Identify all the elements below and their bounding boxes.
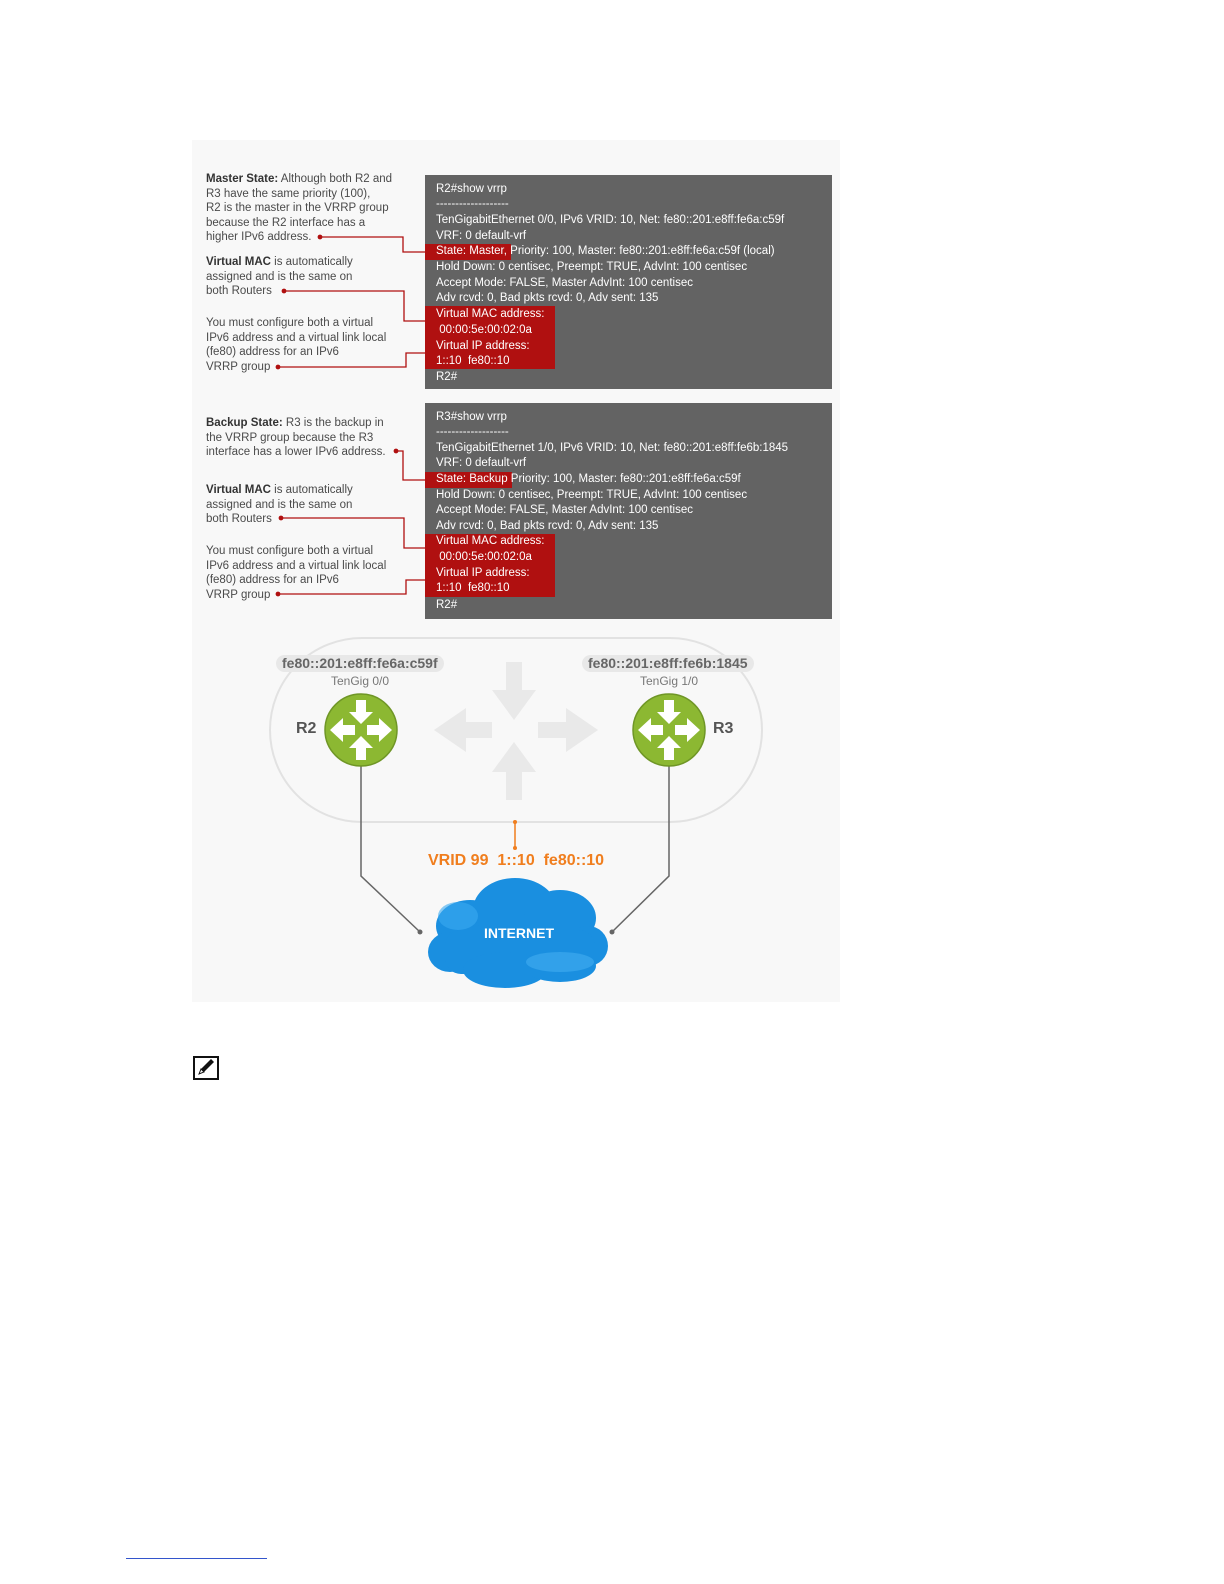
- terminal-r2-hold: Hold Down: 0 centisec, Preempt: TRUE, AdvInt: 100 centisec: [436, 261, 748, 273]
- backup-state-title: Backup State:: [206, 417, 283, 429]
- annotation-vmac-r2: Virtual MAC is automatically assigned and is the same on both Routers: [206, 256, 353, 298]
- terminal-r3-vip-value: 1::10 fe80::10: [436, 582, 510, 594]
- terminal-r2-cmd: R2#show vrrp: [436, 183, 507, 195]
- terminal-r3-adv: Adv rcvd: 0, Bad pkts rcvd: 0, Adv sent: 135: [436, 520, 659, 532]
- terminal-r3-hold: Hold Down: 0 centisec, Preempt: TRUE, AdvInt: 100 centisec: [436, 489, 748, 501]
- annotation-config-r2: You must configure both a virtual IPv6 address and a virtual link local (fe80) address for an IPv6 VRRP group: [206, 317, 387, 373]
- r3-interface: TenGig 1/0: [640, 674, 699, 688]
- terminal-r3-accept: Accept Mode: FALSE, Master AdvInt: 100 centisec: [436, 504, 693, 516]
- terminal-r2: R2#show vrrp ------------------- TenGigabitEthernet 0/0, IPv6 VRID: 10, Net: fe80::201:e8ff:fe6a:c59f VRF: 0 default-vrf State: Master, Priority: 100, Master: fe80::201:e8ff:fe6a:c59f (local) Hold Down: 0 centisec, Preempt: TRUE, AdvInt: 100 centisec Accept Mode: FALSE, Master AdvInt: 100 centisec Adv rcvd: 0, Bad pkts rcvd: 0, Adv sent: 135 Virtual MAC address: 00:00:5e:00:02:0a Virtual IP address: 1::10 fe80::10 R2#: [425, 175, 832, 389]
- vrid-label: VRID 99 1::10 fe80::10: [428, 852, 605, 869]
- terminal-r2-accept: Accept Mode: FALSE, Master AdvInt: 100 centisec: [436, 277, 693, 289]
- router-icon-r2: [325, 694, 397, 766]
- note-pencil-icon: [193, 1056, 219, 1080]
- annotation-master-state: Master State: Although both R2 and R3 have the same priority (100), R2 is the master in the VRRP group because the R2 interface has a higher IPv6 address.: [206, 173, 393, 244]
- r2-interface: TenGig 0/0: [331, 674, 390, 688]
- r3-label: R3: [713, 720, 734, 737]
- terminal-r3-vmac-label: Virtual MAC address:: [436, 535, 545, 547]
- r2-label: R2: [296, 720, 317, 737]
- terminal-r2-vmac-value: 00:00:5e:00:02:0a: [436, 324, 532, 336]
- terminal-r3-iface: TenGigabitEthernet 1/0, IPv6 VRID: 10, Net: fe80::201:e8ff:fe6b:1845: [436, 442, 789, 454]
- terminal-r3-sep: -------------------: [436, 426, 509, 438]
- terminal-r2-vip-label: Virtual IP address:: [436, 340, 530, 352]
- link-r2-internet: [361, 766, 420, 932]
- annotation-vmac-r3: Virtual MAC is automatically assigned and is the same on both Routers: [206, 484, 353, 526]
- footnote-link-line: [126, 1558, 267, 1559]
- virtual-router-icon: [434, 662, 598, 800]
- terminal-r3: R3#show vrrp ------------------- TenGigabitEthernet 1/0, IPv6 VRID: 10, Net: fe80::201:e8ff:fe6b:1845 VRF: 0 default-vrf State: Backup Priority: 100, Master: fe80::201:e8ff:fe6a:c59f Hold Down: 0 centisec, Preempt: TRUE, AdvInt: 100 centisec Accept Mode: FALSE, Master AdvInt: 100 centisec Adv rcvd: 0, Bad pkts rcvd: 0, Adv sent: 135 Virtual MAC address: 00:00:5e:00:02:0a Virtual IP address: 1::10 fe80::10 R2#: [425, 403, 832, 619]
- router-icon-r3: [633, 694, 705, 766]
- r3-address: fe80::201:e8ff:fe6b:1845: [582, 655, 754, 672]
- terminal-r2-vip-value: 1::10 fe80::10: [436, 355, 510, 367]
- terminal-r2-prompt: R2#: [436, 371, 458, 383]
- terminal-r3-vrf: VRF: 0 default-vrf: [436, 457, 527, 469]
- internet-label: INTERNET: [484, 925, 554, 941]
- terminal-r2-vrf: VRF: 0 default-vrf: [436, 230, 527, 242]
- terminal-r3-prompt: R2#: [436, 599, 458, 611]
- terminal-r3-vip-label: Virtual IP address:: [436, 567, 530, 579]
- terminal-r2-sep: -------------------: [436, 198, 509, 210]
- terminal-r3-state: State: Backup: [436, 473, 508, 485]
- master-state-title: Master State:: [206, 173, 279, 185]
- terminal-r2-vmac-label: Virtual MAC address:: [436, 308, 545, 320]
- r2-address: fe80::201:e8ff:fe6a:c59f: [276, 655, 444, 672]
- terminal-r2-state: State: Master,: [436, 245, 507, 257]
- annotation-config-r3: You must configure both a virtual IPv6 address and a virtual link local (fe80) address for an IPv6 VRRP group: [206, 545, 387, 601]
- terminal-r3-cmd: R3#show vrrp: [436, 411, 507, 423]
- terminal-r2-adv: Adv rcvd: 0, Bad pkts rcvd: 0, Adv sent: 135: [436, 292, 659, 304]
- link-r3-internet: [612, 766, 669, 932]
- terminal-r3-vmac-value: 00:00:5e:00:02:0a: [436, 551, 532, 563]
- terminal-r2-iface: TenGigabitEthernet 0/0, IPv6 VRID: 10, Net: fe80::201:e8ff:fe6a:c59f: [436, 214, 785, 226]
- annotation-backup-state: Backup State: R3 is the backup in the VRRP group because the R3 interface has a lower IPv6 address.: [206, 417, 386, 459]
